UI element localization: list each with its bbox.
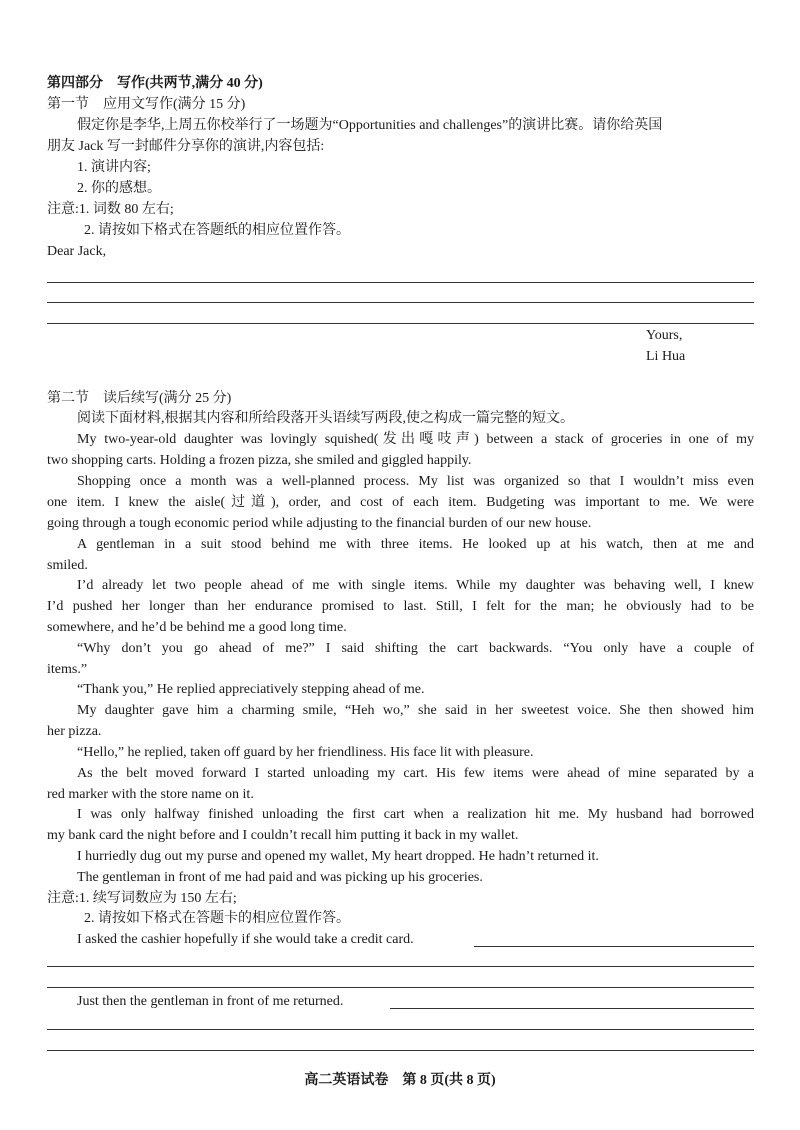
part-title: 第四部分 写作(共两节,满分 40 分)	[47, 76, 263, 91]
passage-line: I was only halfway finished unloading the first cart when a realization hit me. My husband had borrowed	[77, 807, 754, 822]
passage-line: A gentleman in a suit stood behind me with three items. He looked up at his watch, then at me and	[77, 537, 754, 552]
passage-line: My daughter gave him a charming smile, “Heh wo,” she said in her sweetest voice. She then showed him	[77, 703, 754, 718]
section1-note1: 注意:1. 词数 80 左右;	[47, 202, 174, 217]
paragraph2-starter: Just then the gentleman in front of me returned.	[77, 994, 344, 1009]
passage-line: I’d pushed her longer than her endurance promised to last. Still, I felt for the man; he obviously had to be	[47, 599, 754, 614]
page-footer: 高二英语试卷 第 8 页(共 8 页)	[304, 1073, 496, 1088]
answer-line	[390, 1008, 754, 1009]
passage-line: Shopping once a month was a well-planned process. My list was organized so that I wouldn’t miss even	[77, 474, 754, 489]
answer-line	[47, 302, 754, 303]
section2-title: 第二节 读后续写(满分 25 分)	[47, 391, 232, 406]
passage-line: my bank card the night before and I couldn’t recall him putting it back in my wallet.	[47, 828, 519, 843]
passage-line: I hurriedly dug out my purse and opened my wallet, My heart dropped. He hadn’t returned it.	[77, 849, 599, 864]
answer-line	[474, 946, 754, 947]
paragraph1-starter: I asked the cashier hopefully if she would take a credit card.	[77, 932, 414, 947]
passage-line: As the belt moved forward I started unloading my cart. His few items were ahead of mine separated by a	[77, 766, 754, 781]
section2-instruction: 阅读下面材料,根据其内容和所给段落开头语续写两段,使之构成一篇完整的短文。	[77, 411, 574, 426]
passage-line: two shopping carts. Holding a frozen pizza, she smiled and giggled happily.	[47, 453, 472, 468]
passage-line: My two-year-old daughter was lovingly squished(发出嘎吱声) between a stack of groceries in one of my	[77, 432, 754, 447]
section1-prompt-line1: 假定你是李华,上周五你校举行了一场题为“Opportunities and challenges”的演讲比赛。请你给英国	[77, 118, 663, 133]
passage-line: smiled.	[47, 558, 88, 573]
answer-line	[47, 987, 754, 988]
passage-line: red marker with the store name on it.	[47, 787, 254, 802]
section2-note2: 2. 请按如下格式在答题卡的相应位置作答。	[84, 911, 350, 926]
section1-prompt-line2: 朋友 Jack 写一封邮件分享你的演讲,内容包括:	[47, 139, 325, 154]
section1-item1: 1. 演讲内容;	[77, 160, 151, 175]
greeting: Dear Jack,	[47, 244, 107, 259]
passage-line: “Why don’t you go ahead of me?” I said shifting the cart backwards. “You only have a couple of	[77, 641, 754, 656]
closing: Yours,	[646, 328, 683, 343]
passage-line: going through a tough economic period while adjusting to the financial burden of our new house.	[47, 516, 592, 531]
passage-line: somewhere, and he’d be behind me a good long time.	[47, 620, 347, 635]
section1-item2: 2. 你的感想。	[77, 181, 161, 196]
signature: Li Hua	[646, 349, 686, 364]
answer-line	[47, 282, 754, 283]
passage-line: The gentleman in front of me had paid and was picking up his groceries.	[77, 870, 483, 885]
section2-note1: 注意:1. 续写词数应为 150 左右;	[47, 891, 237, 906]
answer-line	[47, 1050, 754, 1051]
section1-title: 第一节 应用文写作(满分 15 分)	[47, 97, 246, 112]
passage-line: one item. I knew the aisle(过道), order, and cost of each item. Budgeting was important to me. We were	[47, 495, 754, 510]
passage-line: I’d already let two people ahead of me with single items. While my daughter was behaving well, I knew	[77, 578, 754, 593]
answer-line	[47, 966, 754, 967]
passage-line: her pizza.	[47, 724, 102, 739]
passage-line: items.”	[47, 662, 88, 677]
section1-note2: 2. 请按如下格式在答题纸的相应位置作答。	[84, 223, 350, 238]
answer-line	[47, 323, 754, 324]
answer-line	[47, 1029, 754, 1030]
passage-line: “Thank you,” He replied appreciatively stepping ahead of me.	[77, 682, 425, 697]
passage-line: “Hello,” he replied, taken off guard by her friendliness. His face lit with pleasure.	[77, 745, 534, 760]
